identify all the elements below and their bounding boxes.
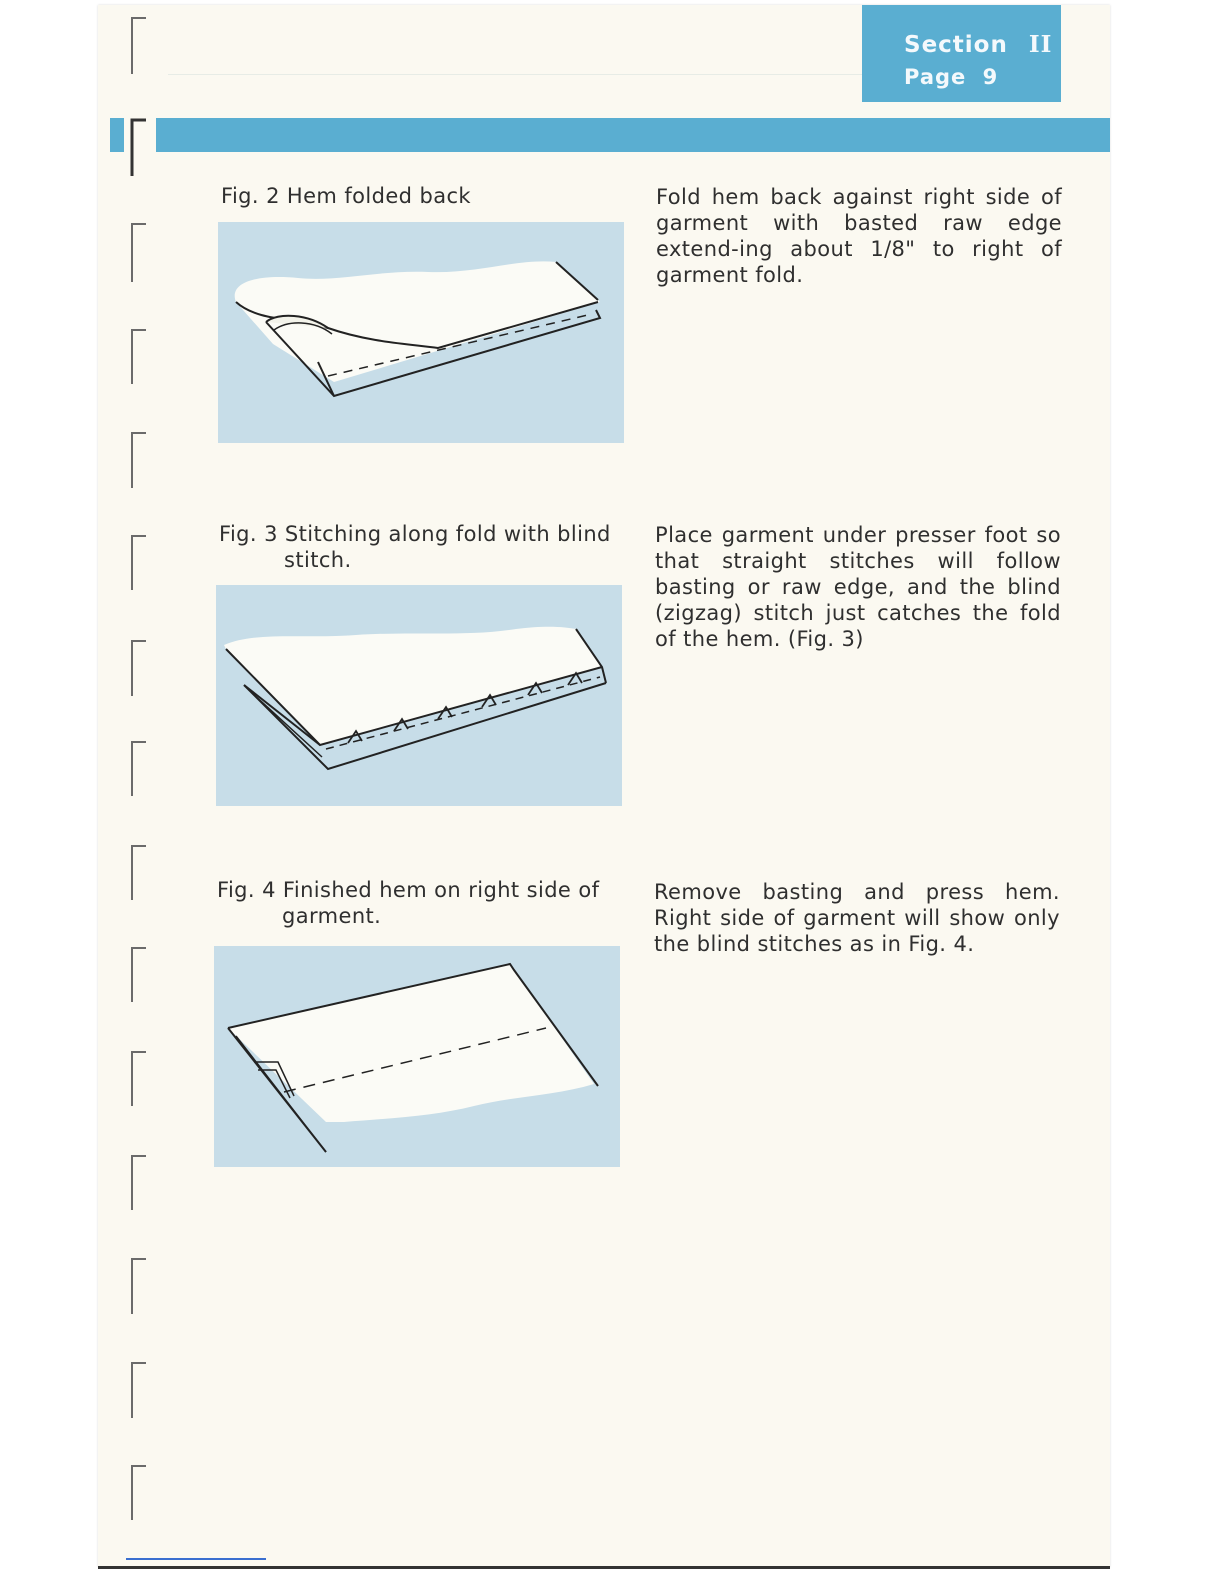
fig2-caption [221,183,627,209]
fig2-caption-text: Hem folded back [286,184,471,208]
bottom-rule [98,1566,1110,1569]
instruction-3: Remove basting and press hem. Right side of garment will show only the blind stitches as in Fig. 4. [654,880,1060,956]
fig3-illustration [216,585,622,806]
instruction-1: Fold hem back against right side of garment with basted raw edge extend-ing about 1/8" to right of garment fold. [656,185,1062,287]
fig2-caption-number: Fig. 2 [221,184,280,208]
blue-header-bar [156,118,1110,152]
folded-hem-illustration-icon [218,222,624,443]
fig3-caption-cont: stitch. [284,548,352,572]
section-numeral: II [1028,31,1053,58]
page-number: 9 [982,65,999,89]
fig4-caption-cont: garment. [282,904,382,928]
fig4-caption-text: Finished hem on right side of [282,878,600,902]
binding-marks [124,0,154,1584]
finished-hem-illustration-icon [214,946,620,1167]
fig2-illustration [218,222,624,443]
instruction-2: Place garment under presser foot so that straight stitches will follow basting or raw edge, and the blind (zigzag) stitch just catches the fold of the hem. (Fig. 3) [655,523,1061,651]
blue-bar-stub [110,118,124,152]
section-tab [862,5,1061,102]
fig3-caption-text: Stitching along fold with blind [284,522,611,546]
page-label: Page [904,65,967,89]
fig4-caption [217,877,623,929]
fig3-caption-number: Fig. 3 [219,522,278,546]
fig4-caption-number: Fig. 4 [217,878,276,902]
fig4-illustration [214,946,620,1167]
fig3-caption [219,521,625,573]
section-label: Section [904,32,1008,58]
blind-stitch-illustration-icon [216,585,622,806]
